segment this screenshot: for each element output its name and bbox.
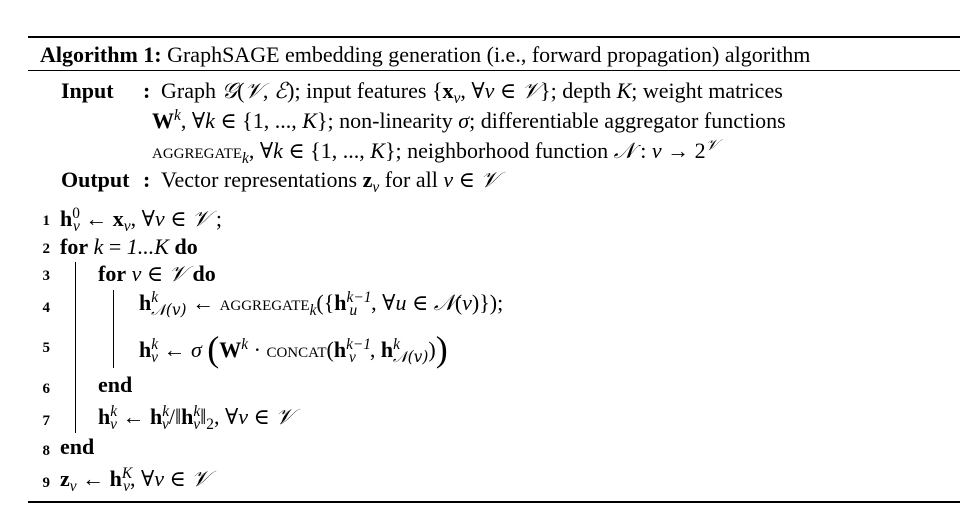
code-line-4: $h^k_{𝒩(v)}$ ← $aggregate_k(\{h^{k-1}_u$ , ∀u ∈ 𝒩(v)}); <box>139 288 504 319</box>
input-line-2: $W^k$, ∀k ∈ {1, ..., K}; non-linearity σ; differentiable aggregator functions <box>152 106 786 133</box>
line-number-5: 5 <box>42 340 50 356</box>
input-colon: : <box>143 78 151 103</box>
top-rule <box>28 36 960 38</box>
code-line-5: $h^k_v$ ← σ ($W^k$ · $concat(h^{k-1}_v$ , $h^k_{𝒩(v)}$)) <box>139 329 448 369</box>
caption-rule <box>28 70 960 71</box>
code-line-2: for k = 1...K do <box>60 234 198 259</box>
code-line-1: $h^0_v$ ← $x_v$, ∀v ∈ 𝒱 ; <box>60 204 222 235</box>
line-number-3: 3 <box>42 268 50 284</box>
line-number-8: 8 <box>42 443 50 459</box>
line-number-1: 1 <box>42 213 50 229</box>
code-line-3: for v ∈ 𝒱 do <box>98 261 216 287</box>
code-line-9: $z_v$ ← $h^K_v$, ∀v ∈ 𝒱 <box>60 464 210 495</box>
algorithm-title: GraphSAGE embedding generation (i.e., forward propagation) algorithm <box>167 42 811 67</box>
scope-bar-for-k <box>75 262 76 433</box>
bottom-rule <box>28 501 960 503</box>
input-line-1: Graph 𝒢(𝒱, ℰ); input features {$x_v$, ∀v ∈ 𝒱}; depth K; weight matrices <box>161 78 783 107</box>
code-line-8: end <box>60 434 95 459</box>
code-line-7: $h^k_v$ ← $h^k_v/‖h^k_v‖_2$, ∀v ∈ 𝒱 <box>98 402 294 433</box>
algorithm-label: Algorithm 1: <box>40 42 162 67</box>
algorithm-caption <box>40 40 810 70</box>
line-number-4: 4 <box>42 300 50 316</box>
line-number-6: 6 <box>42 381 50 397</box>
code-line-6: end <box>98 372 133 397</box>
line-number-2: 2 <box>42 241 50 257</box>
input-label: Input <box>61 78 114 103</box>
line-number-9: 9 <box>42 475 50 491</box>
line-number-7: 7 <box>42 413 50 429</box>
scope-bar-for-v <box>113 290 114 368</box>
output-label: Output <box>61 167 130 192</box>
input-line-3: aggregate$_k$, ∀k ∈ {1, ..., K}; neighborhood function 𝒩 : $v \to 2^𝒱$ <box>152 135 719 167</box>
output-colon: : <box>143 167 151 192</box>
output-text: Vector representations $z_v$ for all v ∈ 𝒱 <box>161 167 499 196</box>
